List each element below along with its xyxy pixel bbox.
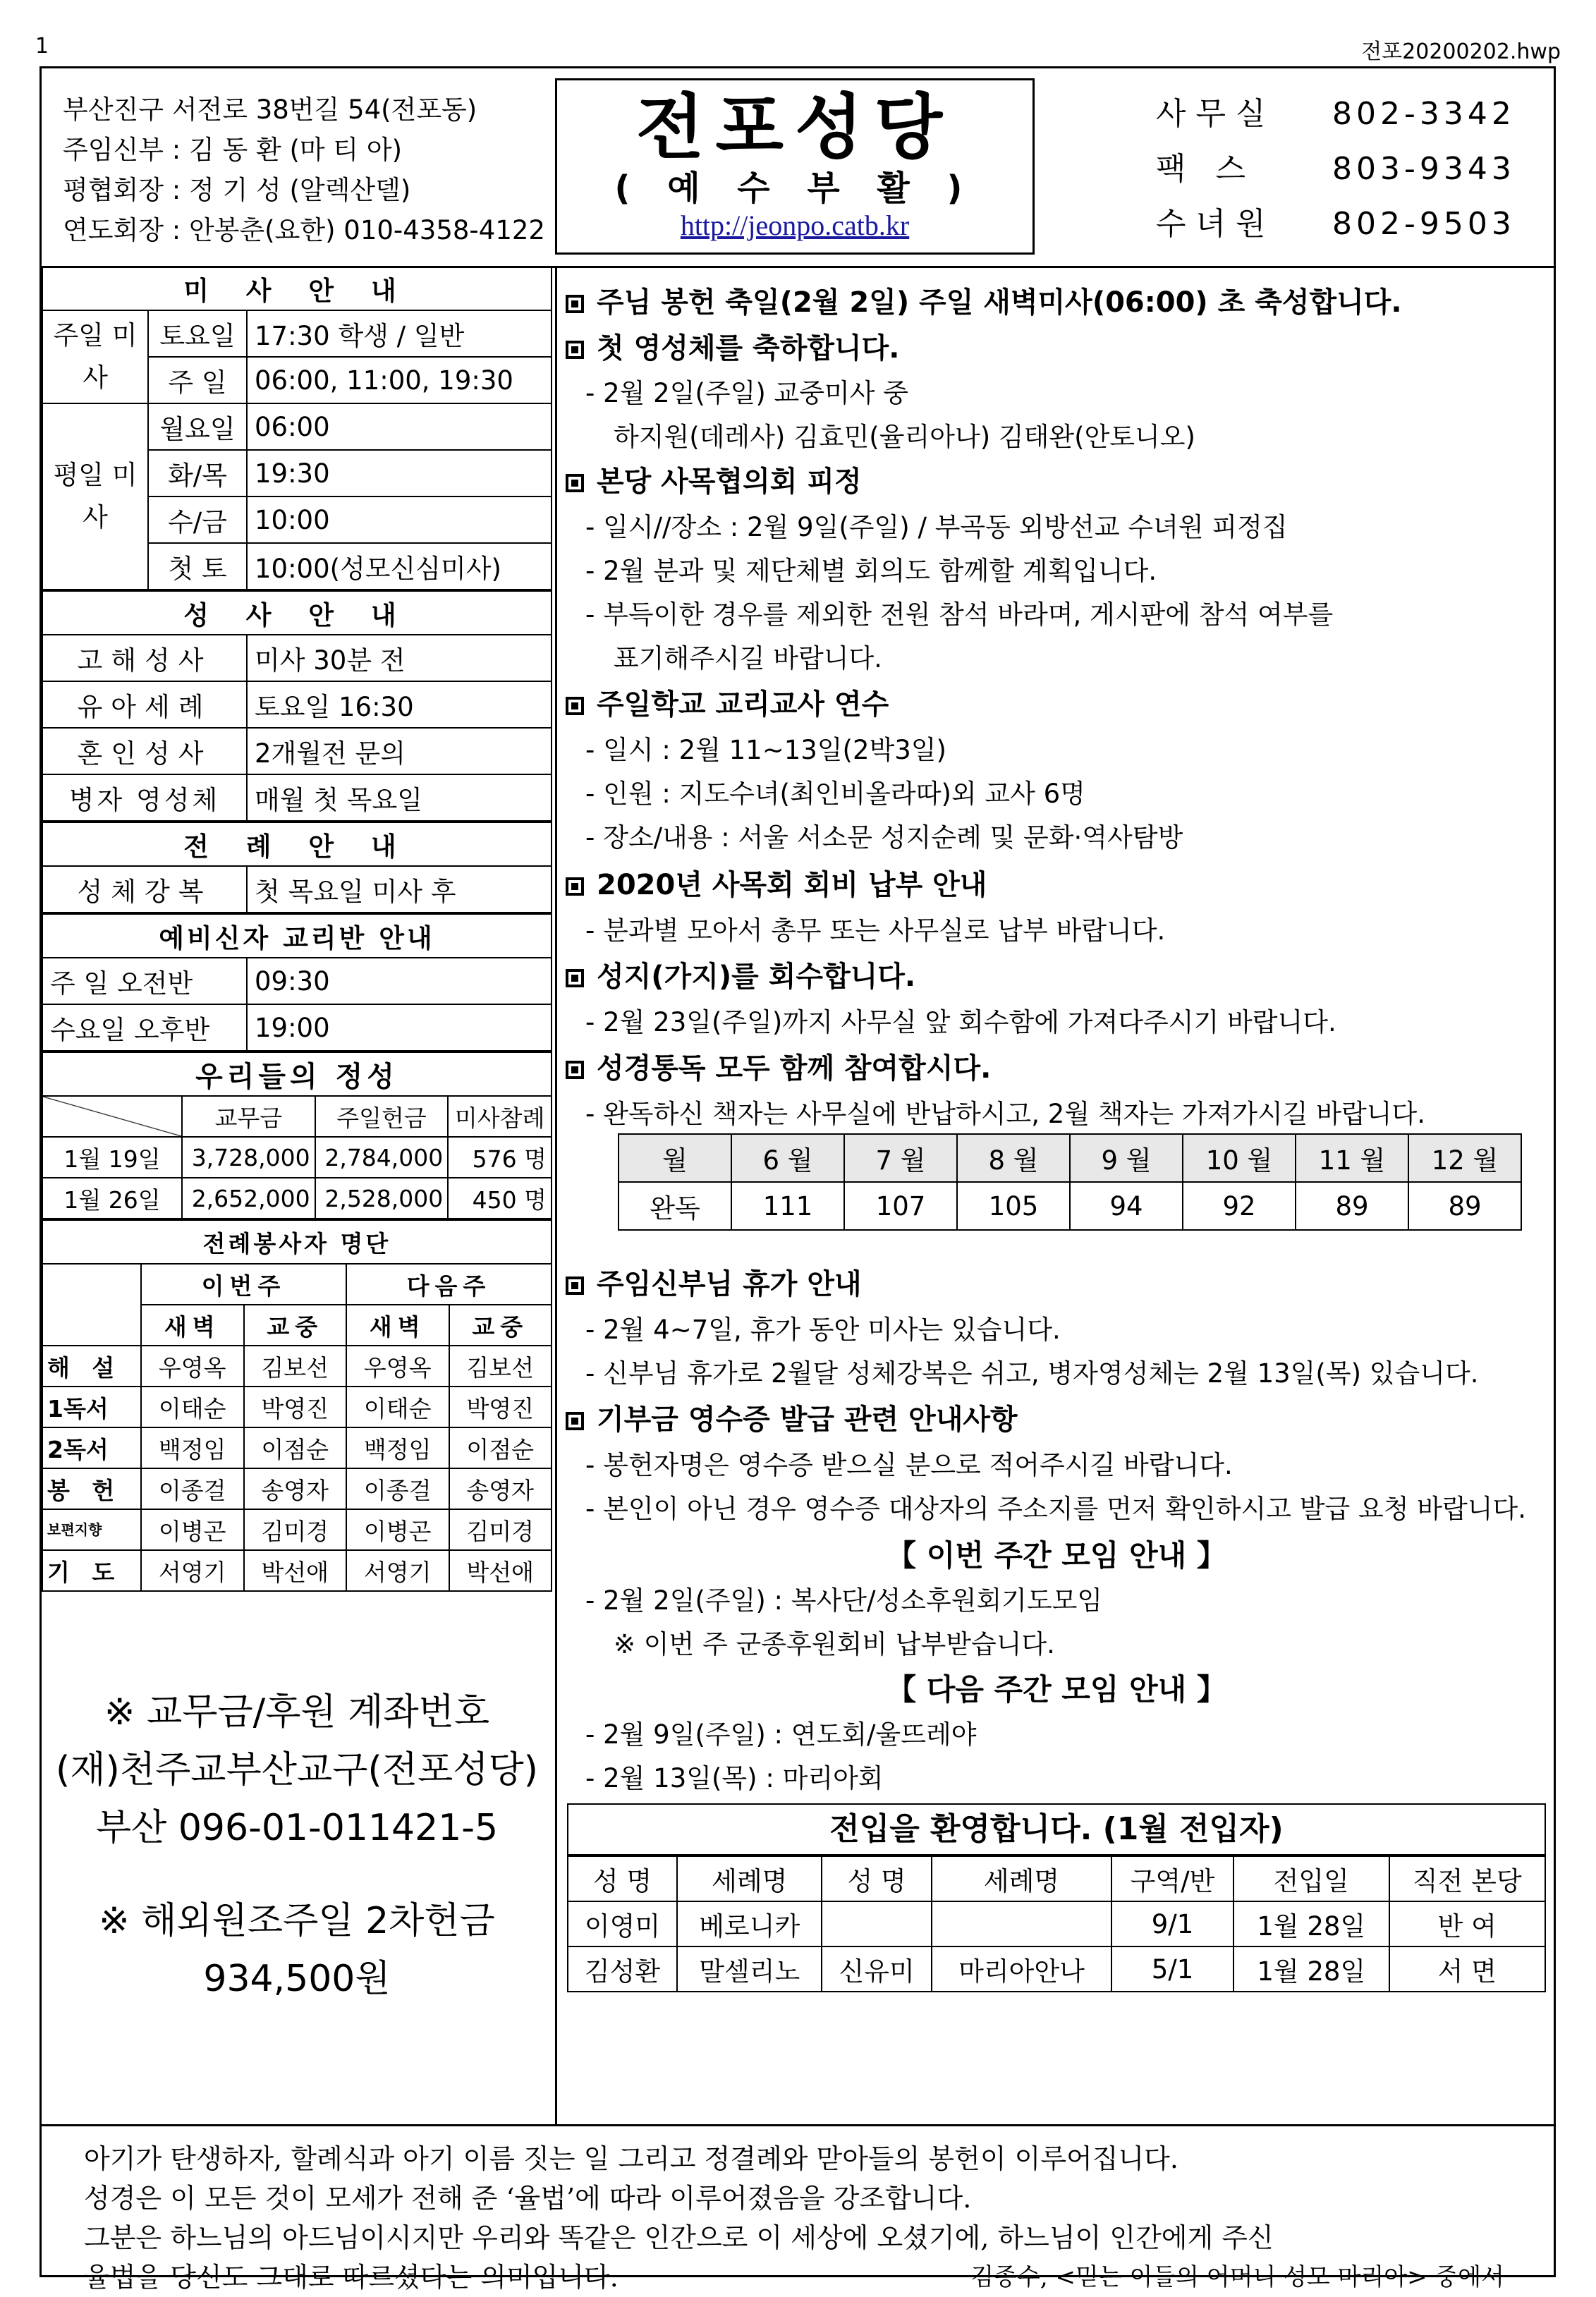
newcomer-table: 성 명 세례명 성 명 세례명 구역/반 전입일 직전 본당 이영미 베로니카 9/1 1월 28일 반 여 김성환 말셀리노 신유미 마리아안나 5/1 1월 28일 서 면 — [568, 1856, 1545, 1991]
overseas-aid-amount: 934,500원 — [203, 1958, 391, 2000]
table-row: 2독서 백정임 이점순 백정임 이점순 — [42, 1427, 552, 1468]
liturgy-table: 전 례 안 내 성체강복 첫 목요일 미사 후 — [42, 822, 552, 913]
table-row: 이영미 베로니카 9/1 1월 28일 반 여 — [568, 1901, 1545, 1946]
sacrament-title: 성 사 안 내 — [42, 591, 552, 635]
checkbox-square-icon — [566, 341, 584, 359]
parish-url-link[interactable]: http://jeonpo.catb.kr — [680, 209, 910, 241]
checkbox-square-icon — [566, 1061, 584, 1079]
title-box — [555, 78, 1035, 255]
checkbox-square-icon — [566, 295, 584, 313]
table-row: 1월 19일 3,728,000 2,784,000 576 명 — [42, 1137, 552, 1178]
liturgy-title: 전 례 안 내 — [42, 822, 552, 866]
page-number: 1 — [35, 34, 49, 59]
account-heading: ※ 교무금/후원 계좌번호 — [104, 1691, 490, 1734]
notice-first-communion: 첫 영성체를 축하합니다. — [566, 326, 899, 366]
mass-table: 미 사 안 내 주일 미사 토요일 17:30 학생 / 일반 주 일 06:00, 11:00, 19:30 평일 미사 월요일 06:00 화/목 19:30 수/금 10:00 첫 토 10:00(성모신심미사) — [42, 266, 552, 590]
footer-quote: 아기가 탄생하자, 할례식과 아기 이름 짓는 일 그리고 정결례와 맏아들의 봉헌이 이루어집니다. 성경은 이 모든 것이 모세가 전해 준 ‘율법’에 따라 이루어졌음을 강조합니다. 그분은 하느님의 아드님이시지만 우리와 똑같은 인간으로 이 세상에 오셨기에, 하느님이 인간에게 주신 율법을 당신도 그대로 따르셨다는 의미입니다. — [84, 2143, 1274, 2293]
checkbox-square-icon — [566, 697, 584, 715]
checkbox-square-icon — [566, 1277, 584, 1295]
contact-office: 사무실 802-3342 — [1156, 96, 1516, 132]
file-name: 전포20200202.hwp — [1361, 39, 1561, 64]
checkbox-square-icon — [566, 877, 584, 896]
bulletin-header — [42, 68, 1554, 268]
council-president: 평협회장 : 정 기 성 (알렉산델) — [63, 175, 411, 205]
notice-palm-collection: 성지(가지)를 회수합니다. — [566, 954, 915, 994]
notice-council-retreat: 본당 사목협의회 피정 — [566, 459, 862, 499]
left-column — [42, 266, 552, 1592]
servers-title: 전례봉사자 명단 — [42, 1220, 552, 1264]
overseas-aid-label: ※ 해외원조주일 2차헌금 — [99, 1900, 495, 1942]
sunday-mass-label: 주일 미사 — [42, 310, 148, 403]
account-number: 부산 096-01-011421-5 — [95, 1807, 499, 1849]
bible-reading-table: 월 6 월 7 월 8 월 9 월 10 월 11 월 12 월 완독 111 107 105 94 92 89 89 — [618, 1133, 1522, 1231]
notice-column: 주님 봉헌 축일(2월 2일) 주일 새벽미사(06:00) 초 축성합니다. 첫 영성체를 축하합니다. - 2월 2일(주일) 교중미사 중 하지원(데레사) 김효민(율리아나) 김태완(안토니오) 본당 사목협의회 피정 - 일시//장소 : 2월 9일(주일) / 부곡동 외방선교 수녀원 피정집 - 2월 분과 및 제단체별 회의도 함께할 계획입니다. - 부득이한 경우를 제외한 전원 참석 바라며, 게시판에 참석 여부를 표기해주시길 바랍니다. 주일학교 교리교사 연수 - 일시 : 2월 11~13일(2박3일) - 인원 : 지도수녀(최인비올라따)외 교사 6명 - 장소/내용 : 서울 서소문 성지순례 및 문화·역사탐방 2020년 사목회 회비 납부 안내 - 분과별 모아서 총무 또는 사무실로 납부 바랍니다. 성지(가지)를 회수합니다. - 2월 23일(주일)까지 사무실 앞 회수함에 가져다주시기 바랍니다. 성경통독 모두 함께 참여합시다. - 완독하신 책자는 사무실에 반납하시고, 2월 책자는 가져가시길 바랍니다. 월 6 월 7 월 8 월 9 월 10 월 11 월 12 월 완독 111 107 105 94 92 89 89 주임신부님 휴가 안내 - 2월 4~7일, 휴가 동안 미사는 있습니다. - 신부님 휴가로 2월달 성체강복은 쉬고, 병자영성체는 2월 13일(목) 있습니다. 기부금 영수증 발급 관련 안내사항 - 봉헌자명은 영수증 받으실 분으로 적어주시길 바랍니다. - 본인이 아닌 경우 영수증 대상자의 주소지를 먼저 확인하시고 발급 요청 바랍니다. 【 이번 주간 모임 안내 】 - 2월 2일(주일) : 복사단/성소후원회기도모임 ※ 이번 주 군종후원회비 납부받습니다. 【 다음 주간 모임 안내 】 - 2월 9일(주일) : 연도회/울뜨레야 - 2월 13일(목) : 마리아회 전입을 환영합니다. (1월 전입자) 성 명 세례명 성 명 세례명 구역/반 전입일 직전 본당 이영미 베로니카 9/1 1월 28일 반 여 김성환 말셀리노 신유미 마리아안나 5/1 1월 28일 서 면 — [555, 266, 1554, 2124]
donation-info — [42, 1683, 552, 2008]
checkbox-square-icon — [566, 1412, 584, 1430]
checkbox-square-icon — [566, 474, 584, 492]
table-row: 봉 헌 이종걸 송영자 이종걸 송영자 — [42, 1468, 552, 1509]
next-week-meetings-title: 【 다음 주간 모임 안내 】 — [887, 1672, 1226, 1707]
parish-address: 부산진구 서전로 38번길 54(전포동) — [63, 95, 477, 125]
table-row: 1월 26일 2,652,000 2,528,000 450 명 — [42, 1178, 552, 1219]
offering-title: 우리들의 정성 — [42, 1052, 552, 1096]
notice-candle-blessing: 주님 봉헌 축일(2월 2일) 주일 새벽미사(06:00) 초 축성합니다. — [566, 280, 1402, 320]
notice-teacher-training: 주일학교 교리교사 연수 — [566, 682, 889, 722]
catechumen-table: 예비신자 교리반 안내 주 일 오전반 09:30 수요일 오후반 19:00 — [42, 913, 552, 1052]
catechumen-title: 예비신자 교리반 안내 — [42, 914, 552, 958]
notice-bible-reading: 성경통독 모두 함께 참여합시다. — [566, 1046, 991, 1086]
account-holder: (재)천주교부산교구(전포성당) — [56, 1749, 538, 1791]
contact-list — [1156, 87, 1516, 252]
notice-donation-receipt: 기부금 영수증 발급 관련 안내사항 — [566, 1397, 1018, 1437]
notice-pastor-vacation: 주임신부님 휴가 안내 — [566, 1262, 862, 1302]
footer-quote-box — [42, 2124, 1554, 2293]
notice-council-dues: 2020년 사목회 회비 납부 안내 — [566, 863, 987, 903]
pastor-info: 주임신부 : 김 동 환 (마 티 아) — [63, 135, 403, 165]
weekday-mass-label: 평일 미사 — [42, 403, 148, 590]
welcome-title: 전입을 환영합니다. (1월 전입자) — [568, 1805, 1545, 1856]
sacrament-table: 성 사 안 내 고해성사 미사 30분 전 유아세례 토요일 16:30 혼인성사 2개월전 문의 병자 영성체 매월 첫 목요일 — [42, 590, 552, 822]
checkbox-square-icon — [566, 969, 584, 987]
table-row: 해 설 우영옥 김보선 우영옥 김보선 — [42, 1346, 552, 1387]
table-row: 1독서 이태순 박영진 이태순 박영진 — [42, 1387, 552, 1427]
footer-citation: 김종수, <믿는 이들의 어머니 성모 마리아> 중에서 — [970, 2263, 1504, 2291]
contact-convent: 수녀원 802-9503 — [1156, 206, 1516, 242]
welcome-newcomers — [567, 1803, 1546, 1992]
contact-fax: 팩 스 803-9343 — [1156, 151, 1516, 187]
yeondo-president: 연도회장 : 안봉춘(요한) 010-4358-4122 — [63, 215, 545, 245]
parish-info — [63, 90, 545, 250]
parish-title: 전포성당 — [635, 85, 954, 169]
this-week-meetings-title: 【 이번 주간 모임 안내 】 — [887, 1538, 1226, 1573]
table-row: 김성환 말셀리노 신유미 마리아안나 5/1 1월 28일 서 면 — [568, 1946, 1545, 1991]
table-row: 기 도 서영기 박선애 서영기 박선애 — [42, 1550, 552, 1591]
table-row: 보편지향 이병곤 김미경 이병곤 김미경 — [42, 1509, 552, 1550]
offering-table: 우리들의 정성 교무금 주일헌금 미사참례 1월 19일 3,728,000 2,784,000 576 명 1월 26일 2,652,000 2,528,000 450 명 — [42, 1052, 552, 1219]
servers-table: 전례봉사자 명단 이번주 다음주 새벽 교중 새벽 교중 해 설 우영옥 김보선 우영옥 김보선 1독서 이태순 박영진 이태순 박영진 2독서 백정임 이점순 백정임 이점순 봉 헌 이종걸 송영자 이종걸 송영자 보편지향 이병곤 김미경 이병곤 김미경 기 도 서영기 박선애 서영기 박선애 — [42, 1219, 552, 1592]
parish-subtitle: ( 예 수 부 활 ) — [614, 169, 975, 208]
mass-title: 미 사 안 내 — [42, 267, 552, 310]
bulletin-sheet — [39, 66, 1556, 2293]
